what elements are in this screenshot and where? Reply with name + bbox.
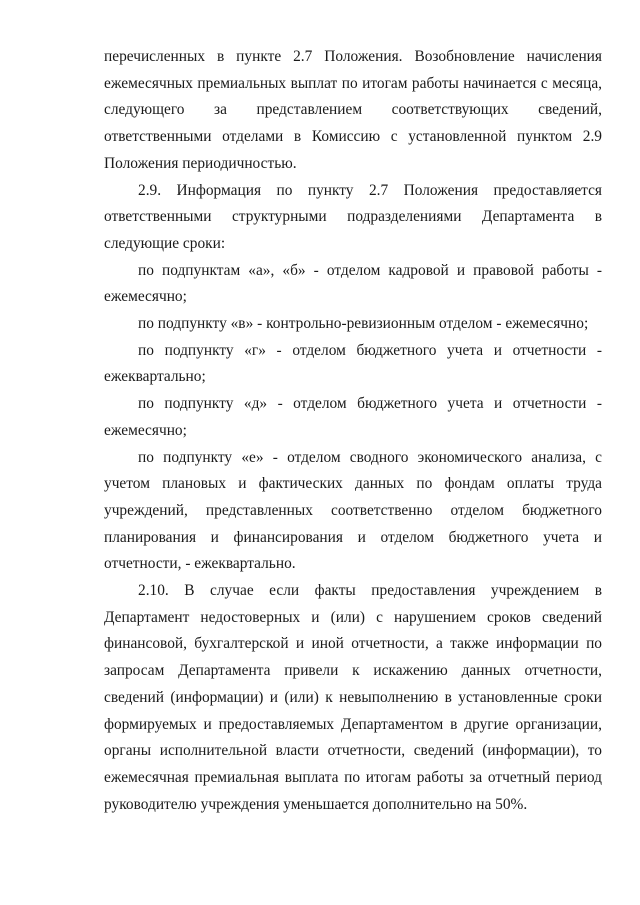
paragraph-continuation: перечисленных в пункте 2.7 Положения. Возобновление начисления ежемесячных премиальных выплат по итогам работы начинается с месяца, следующего за представлением соответствующих сведений, ответственными отделами в Комиссию с установленной пунктом 2.9 Положения периодичностью. — [104, 48, 602, 172]
paragraph-subitems-a-b: по подпунктам «а», «б» - отделом кадровой и правовой работы - ежемесячно; — [104, 261, 602, 306]
paragraph-2-9: 2.9. Информация по пункту 2.7 Положения предоставляется ответственными структурными подразделениями Департамента в следующие сроки: — [104, 181, 602, 252]
document-body — [104, 44, 602, 818]
paragraph-subitem-g: по подпункту «г» - отделом бюджетного учета и отчетности - ежеквартально; — [104, 341, 602, 386]
paragraph-2-10: 2.10. В случае если факты предоставления учреждением в Департамент недостоверных и (или) с нарушением сроков сведений финансовой, бухгалтерской и иной отчетности, а также информации по запросам Департамента привели к искажению данных отчетности, сведений (информации) и (или) к невыполнению в установленные сроки формируемых и предоставляемых Департаментом в другие организации, органы исполнительной власти отчетности, сведений (информации), то ежемесячная премиальная выплата по итогам работы за отчетный период руководителю учреждения уменьшается дополнительно на 50%. — [104, 582, 602, 813]
paragraph-subitem-v: по подпункту «в» - контрольно-ревизионным отделом - ежемесячно; — [138, 315, 589, 333]
paragraph-subitem-d: по подпункту «д» - отделом бюджетного учета и отчетности - ежемесячно; — [104, 395, 602, 439]
paragraph-subitem-e: по подпункту «е» - отделом сводного экономического анализа, с учетом плановых и фактических данных по фондам оплаты труда учреждений, представленных соответственно отделом бюджетного планирования и финансирования и отделом бюджетного учета и отчетности, - ежеквартально. — [104, 448, 602, 573]
